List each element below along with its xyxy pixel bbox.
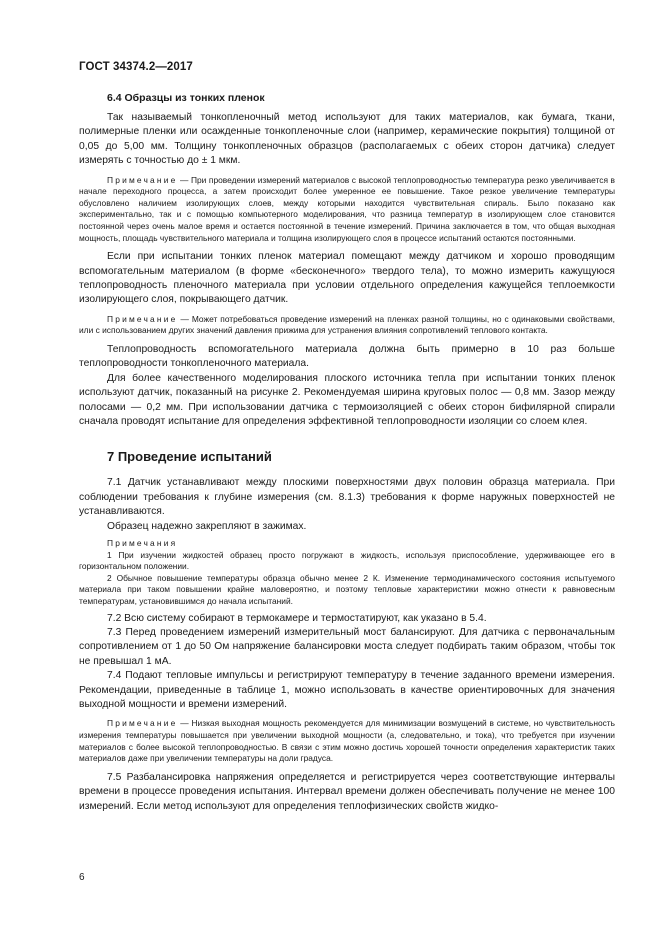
paragraph: 7.2 Всю систему собирают в термокамере и термостатируют, как указано в 5.4. — [107, 612, 487, 624]
paragraph: Так называемый тонкопленочный метод используют для таких материалов, как бумага, ткани, полимерные пленки или осажденные тонкопленочные слои (например, керамические покрытия) толщиной от 0,05 до 5,00 мм. Толщину тонкопленочных образцов (располагаемых с обеих сторон датчика) следует измерять с точностью до ± 1 мкм. — [79, 112, 615, 167]
document-header: ГОСТ 34374.2—2017 — [79, 61, 193, 73]
note — [79, 175, 615, 245]
note-text: — Может потребоваться проведение измерений на пленках разной толщины, но с одинаковыми свойствами, или с использованием других значений давления прижима для устранения влияния сопротивлений теплового контакта. — [79, 313, 615, 336]
paragraph: Если при испытании тонких пленок материал помещают между датчиком и хорошо проводящим вспомогательным материалом (в форме «бесконечного» твердого тела), то можно измерить кажущуюся теплопроводность пленочного материала при условии отдельного определения кажущейся теплоемкости изолирующего слоя, покрывающего датчик. — [79, 251, 615, 306]
note-text: — При проведении измерений материалов с высокой теплопроводностью температура резко увеличивается в начале переходного процесса, а затем происходит более умеренное ее повышение. Такое резкое увеличение температуры обусловлено наличием изолирующих слоев, между которыми находится чувствительная спираль. Было показано как экспериментально, так и с помощью компьютерного моделирования, что разница температур в изолирующем слое становится постоянной через очень малое время и остается постоянной в течение измерений. Причина заключается в том, что общая выходная мощность, площадь чувствительного материала и толщина изолирующего слоя в процессе испытаний остаются постоянными. — [79, 174, 615, 243]
note-label: Примечание — [107, 718, 178, 729]
note — [79, 314, 615, 337]
note-text: — Низкая выходная мощность рекомендуется для минимизации возмущений в системе, но чувствительность измерения температуры повышается при увеличении выходной мощности (а, следовательно, и тока), что требуется при изучении материалов с более высокой теплопроводностью. В связи с этим можно достичь хорошей точности определения характеристик таких материалов даже при увеличении температуры на доли градуса. — [79, 718, 615, 764]
paragraph: 7.1 Датчик устанавливают между плоскими поверхностями двух половин образца материала. При соблюдении требования к глубине измерения (см. 8.1.3) требования к форме наружных поверхностей не устанавливаются. — [79, 477, 615, 518]
paragraph: 7.4 Подают тепловые импульсы и регистрируют температуру в течение заданного времени измерения. Рекомендации, приведенные в таблице 1, можно использовать в качестве ориентировочных для значения выходной мощности и времени измерений. — [79, 670, 615, 711]
paragraph: 7.5 Разбалансировка напряжения определяется и регистрируется через соответствующие интервалы времени в процессе проведения испытания. Интервал времени должен обеспечивать получение не менее 100 измерений. Если метод используют для определения теплофизических свойств жидко- — [79, 771, 615, 812]
note — [79, 718, 615, 764]
note-item: 2 Обычное повышение температуры образца обычно менее 2 К. Изменение термодинамического состояния испытуемого материала при таком повышении крайне маловероятно, и поэтому тепловые характеристики можно отнести к равновесным температурам, установившимся до начала испытаний. — [79, 572, 615, 607]
page-content — [79, 92, 615, 814]
note-label: Примечание — [107, 313, 178, 324]
page-number: 6 — [79, 872, 85, 883]
note-item: 1 При изучении жидкостей образец просто погружают в жидкость, используя приспособление, удерживающее его в горизонтальном положении. — [79, 549, 615, 572]
paragraph: Теплопроводность вспомогательного материала должна быть примерно в 10 раз больше теплопроводности тонкопленочного материала. — [79, 344, 615, 370]
section-7-title: 7 Проведение испытаний — [107, 449, 272, 465]
section-6-4-title: 6.4 Образцы из тонких пленок — [107, 92, 265, 104]
paragraph: Образец надежно закрепляют в зажимах. — [107, 520, 307, 532]
notes-label: Примечания — [107, 538, 178, 549]
paragraph: 7.3 Перед проведением измерений измерительный мост балансируют. Для датчика с первоначальным сопротивлением от 1 до 50 Ом напряжение балансировки моста следует подбирать таким образом, чтобы ток не превышал 1 мА. — [79, 627, 615, 667]
paragraph: Для более качественного моделирования плоского источника тепла при испытании тонких пленок используют датчик, показанный на рисунке 2. Рекомендуемая ширина круговых полос — 0,8 мм. Зазор между полосами — 0,2 мм. При использовании датчика с термоизоляцией с обеих сторон бифилярной спирали сначала проводят испытание для определения эффективной теплопроводности изоляции со слоем клея. — [79, 372, 615, 428]
note-label: Примечание — [107, 174, 178, 185]
